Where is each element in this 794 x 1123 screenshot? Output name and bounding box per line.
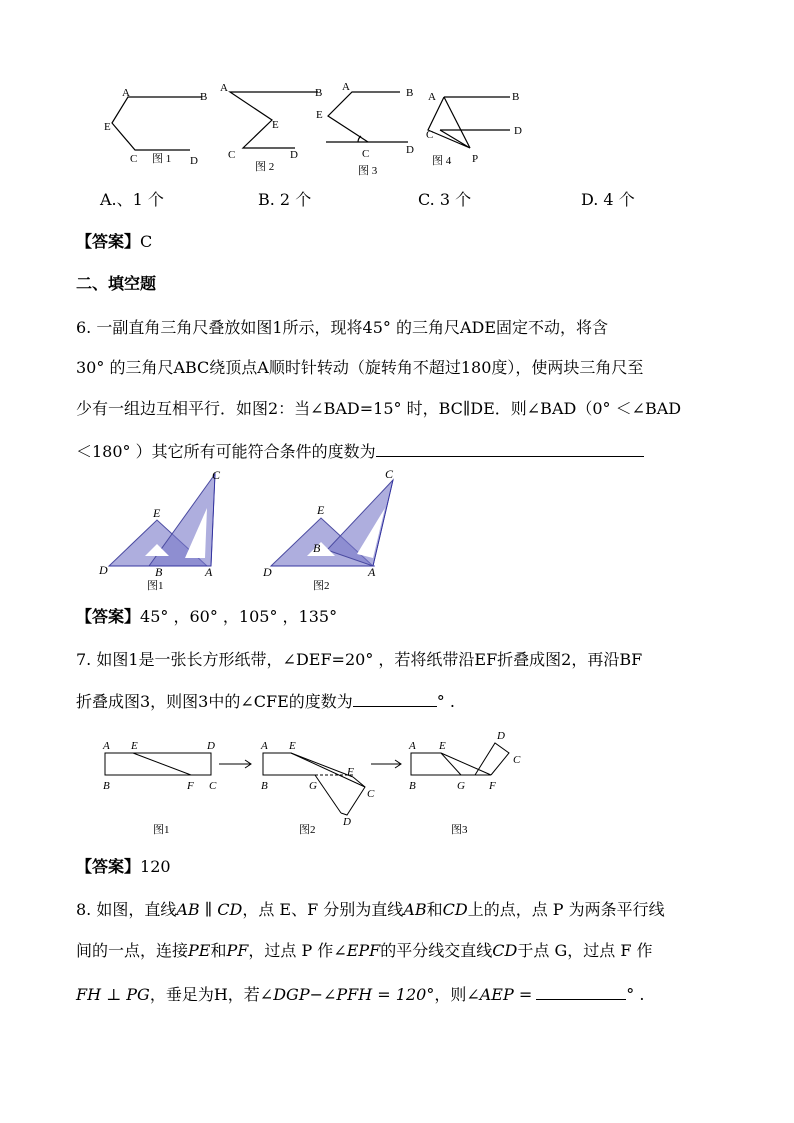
q7-fig2-label-c: C xyxy=(367,788,375,800)
q5-option-c: C. 3 个 xyxy=(418,190,472,209)
q7-fig3-label-g: G xyxy=(457,780,465,792)
q5-fig4-label-b: B xyxy=(512,91,520,103)
q6-fig1-label-b: B xyxy=(155,565,163,579)
q6-fig1-label-e: E xyxy=(153,506,161,520)
q8-math-cd: CD xyxy=(442,900,468,919)
q5-fig2-label-b: B xyxy=(315,87,323,99)
q5-fig2-caption: 图 2 xyxy=(255,161,275,173)
q5-fig4-lines xyxy=(428,97,470,148)
q5-option-b: B. 2 个 xyxy=(258,190,312,209)
q7-fig1-label-d: D xyxy=(207,740,215,752)
q8-math-cd: CD xyxy=(217,900,243,919)
q8-math-ab: AB xyxy=(176,900,200,919)
answer-value: 120 xyxy=(140,857,171,876)
q5-option-d: D. 4 个 xyxy=(581,190,635,209)
q5-fig2-label-d: D xyxy=(290,149,298,161)
q7-fig1-label-a: A xyxy=(103,740,110,752)
q7-fig3-label-c: C xyxy=(513,754,521,766)
q7-fig1-label-e: E xyxy=(131,740,138,752)
q5-fig3-label-e: E xyxy=(316,109,323,121)
q5-fig1-lines xyxy=(112,97,202,150)
q5-fig4-label-c: C xyxy=(426,129,434,141)
q5-answer xyxy=(76,232,152,252)
q6-line-4-text: ＜180° ）其它所有可能符合条件的度数为 xyxy=(76,442,376,461)
q7-fig2-label-f: F xyxy=(347,766,354,778)
q7-line-2-tail: ° . xyxy=(436,692,455,711)
q7-fig2-label-a: A xyxy=(261,740,268,752)
q6-answer xyxy=(76,607,337,627)
q7-fig2-label-d: D xyxy=(343,816,351,828)
q8-line-2 xyxy=(76,941,653,961)
q6-line-1: 6. 一副直角三角尺叠放如图1所示，现将45° 的三角尺ADE固定不动，将含 xyxy=(76,318,609,337)
q5-fig3-caption: 图 3 xyxy=(358,165,378,177)
q5-fig2-label-e: E xyxy=(272,119,279,131)
q6-fig1-caption: 图1 xyxy=(147,580,164,592)
q8-line-1 xyxy=(76,900,665,920)
q8-text: ° . xyxy=(626,985,645,1004)
q7-fig1-strip xyxy=(105,753,211,775)
q8-math-pg: PG xyxy=(126,985,150,1004)
q7-fig3-label-f: F xyxy=(489,780,496,792)
q7-fig3-label-e: E xyxy=(439,740,446,752)
q5-option-a: A.、1 个 xyxy=(100,190,164,209)
answer-label: 【答案】 xyxy=(76,232,141,251)
q8-math-fh: FH xyxy=(76,985,102,1004)
q5-fig4-caption: 图 4 xyxy=(432,155,452,167)
q7-fig2-strip xyxy=(263,753,315,775)
q5-fig1-label-e: E xyxy=(104,121,111,133)
q8-math-pe: PE xyxy=(188,941,211,960)
q7-fig3-caption: 图3 xyxy=(451,824,468,836)
section-title: 二、填空题 xyxy=(76,274,157,293)
q7-fig1-caption: 图1 xyxy=(153,824,170,836)
q6-fig1-label-a: A xyxy=(205,565,213,579)
answer-value: 45° ，60° ，105° ，135° xyxy=(140,607,338,626)
q7-fig3-label-b: B xyxy=(409,780,416,792)
q6-line-3: 少有一组边互相平行．如图2：当∠BAD=15° 时，BC∥DE．则∠BAD（0° ＜∠BAD xyxy=(76,399,682,418)
q6-fig2-label-c: C xyxy=(385,468,394,481)
q8-math-condition: ∠DGP−∠PFH = 120° xyxy=(259,985,435,1004)
q6-fig2-label-d: D xyxy=(263,565,272,579)
q6-fig2-label-a: A xyxy=(368,565,376,579)
q5-fig2-label-a: A xyxy=(220,82,228,94)
q7-fig1-label-b: B xyxy=(103,780,110,792)
q5-fig1-label-d: D xyxy=(190,155,198,167)
q8-math-angle-aep: ∠AEP = xyxy=(466,985,533,1004)
q5-fig3-label-d: D xyxy=(406,144,414,156)
q7-fig3-label-d: D xyxy=(497,730,505,742)
q8-text: 和 xyxy=(210,941,227,960)
q6-answer-blank xyxy=(376,440,644,457)
q7-fig3-label-a: A xyxy=(409,740,416,752)
q6-line-4 xyxy=(76,440,644,462)
q5-fig4-label-a: A xyxy=(428,91,436,103)
q7-figures xyxy=(95,725,535,840)
q6-line-2: 30° 的三角尺ABC绕顶点A顺时针转动（旋转角不超过180度），使两块三角尺至 xyxy=(76,358,644,377)
q5-fig3-label-a: A xyxy=(342,81,350,93)
q7-line-1: 7. 如图1是一张长方形纸带，∠DEF=20° ，若将纸带沿EF折叠成图2，再沿BF xyxy=(76,650,643,669)
q5-fig3-label-b: B xyxy=(406,87,414,99)
q5-fig1-caption: 图 1 xyxy=(152,153,172,165)
q7-fig1-label-f: F xyxy=(187,780,194,792)
q8-text: ，则 xyxy=(434,985,467,1004)
q7-fig2-label-g: G xyxy=(309,780,317,792)
q5-fig3-label-c: C xyxy=(362,148,370,160)
q8-math-cd: CD xyxy=(492,941,518,960)
q8-math-ab: AB xyxy=(403,900,427,919)
q5-fig4-label-d: D xyxy=(514,125,522,137)
q7-answer-blank xyxy=(353,690,437,707)
q8-parallel-symbol: ∥ xyxy=(199,900,218,919)
q8-text: ，垂足为H，若 xyxy=(149,985,260,1004)
q7-fig2-label-e: E xyxy=(289,740,296,752)
q8-text: 于点 G，过点 F 作 xyxy=(517,941,653,960)
q7-fig2-caption: 图2 xyxy=(299,824,316,836)
answer-value: C xyxy=(140,232,153,251)
q5-fig3-lines xyxy=(328,92,400,142)
q8-line-3 xyxy=(76,983,644,1005)
q7-line-2-text: 折叠成图3，则图3中的∠CFE的度数为 xyxy=(76,692,353,711)
q8-text: 上的点，点 P 为两条平行线 xyxy=(467,900,665,919)
q8-text: ，点 E、F 分别为直线 xyxy=(242,900,404,919)
q6-figures xyxy=(95,468,415,596)
q8-perp-symbol: ⊥ xyxy=(101,985,127,1004)
answer-label: 【答案】 xyxy=(76,607,141,626)
q6-fig1-label-c: C xyxy=(212,468,221,482)
q6-fig2-label-e: E xyxy=(317,503,325,517)
q8-text: 间的一点，连接 xyxy=(76,941,189,960)
q5-fig1-label-c: C xyxy=(130,153,138,165)
q6-fig2-caption: 图2 xyxy=(313,580,330,592)
q5-fig4-label-p: P xyxy=(472,153,479,165)
q7-fig1-label-c: C xyxy=(209,780,217,792)
answer-label: 【答案】 xyxy=(76,857,141,876)
q7-answer xyxy=(76,857,171,877)
q6-fig2-label-b: B xyxy=(313,541,321,555)
q8-math-pf: PF xyxy=(226,941,249,960)
q5-figures xyxy=(90,78,540,178)
q5-fig1-label-b: B xyxy=(200,91,208,103)
q8-text: 8. 如图，直线 xyxy=(76,900,177,919)
q7-line-2 xyxy=(76,690,455,712)
q5-fig1-label-a: A xyxy=(122,87,130,99)
q8-text: 和 xyxy=(426,900,443,919)
q5-fig2-label-c: C xyxy=(228,149,236,161)
q8-text: ，过点 P 作 xyxy=(248,941,334,960)
q8-math-angle-epf: ∠EPF xyxy=(333,941,381,960)
q6-fig1-label-d: D xyxy=(99,563,108,577)
q7-fig2-label-b: B xyxy=(261,780,268,792)
q8-text: 的平分线交直线 xyxy=(380,941,493,960)
q8-answer-blank xyxy=(536,983,626,1000)
